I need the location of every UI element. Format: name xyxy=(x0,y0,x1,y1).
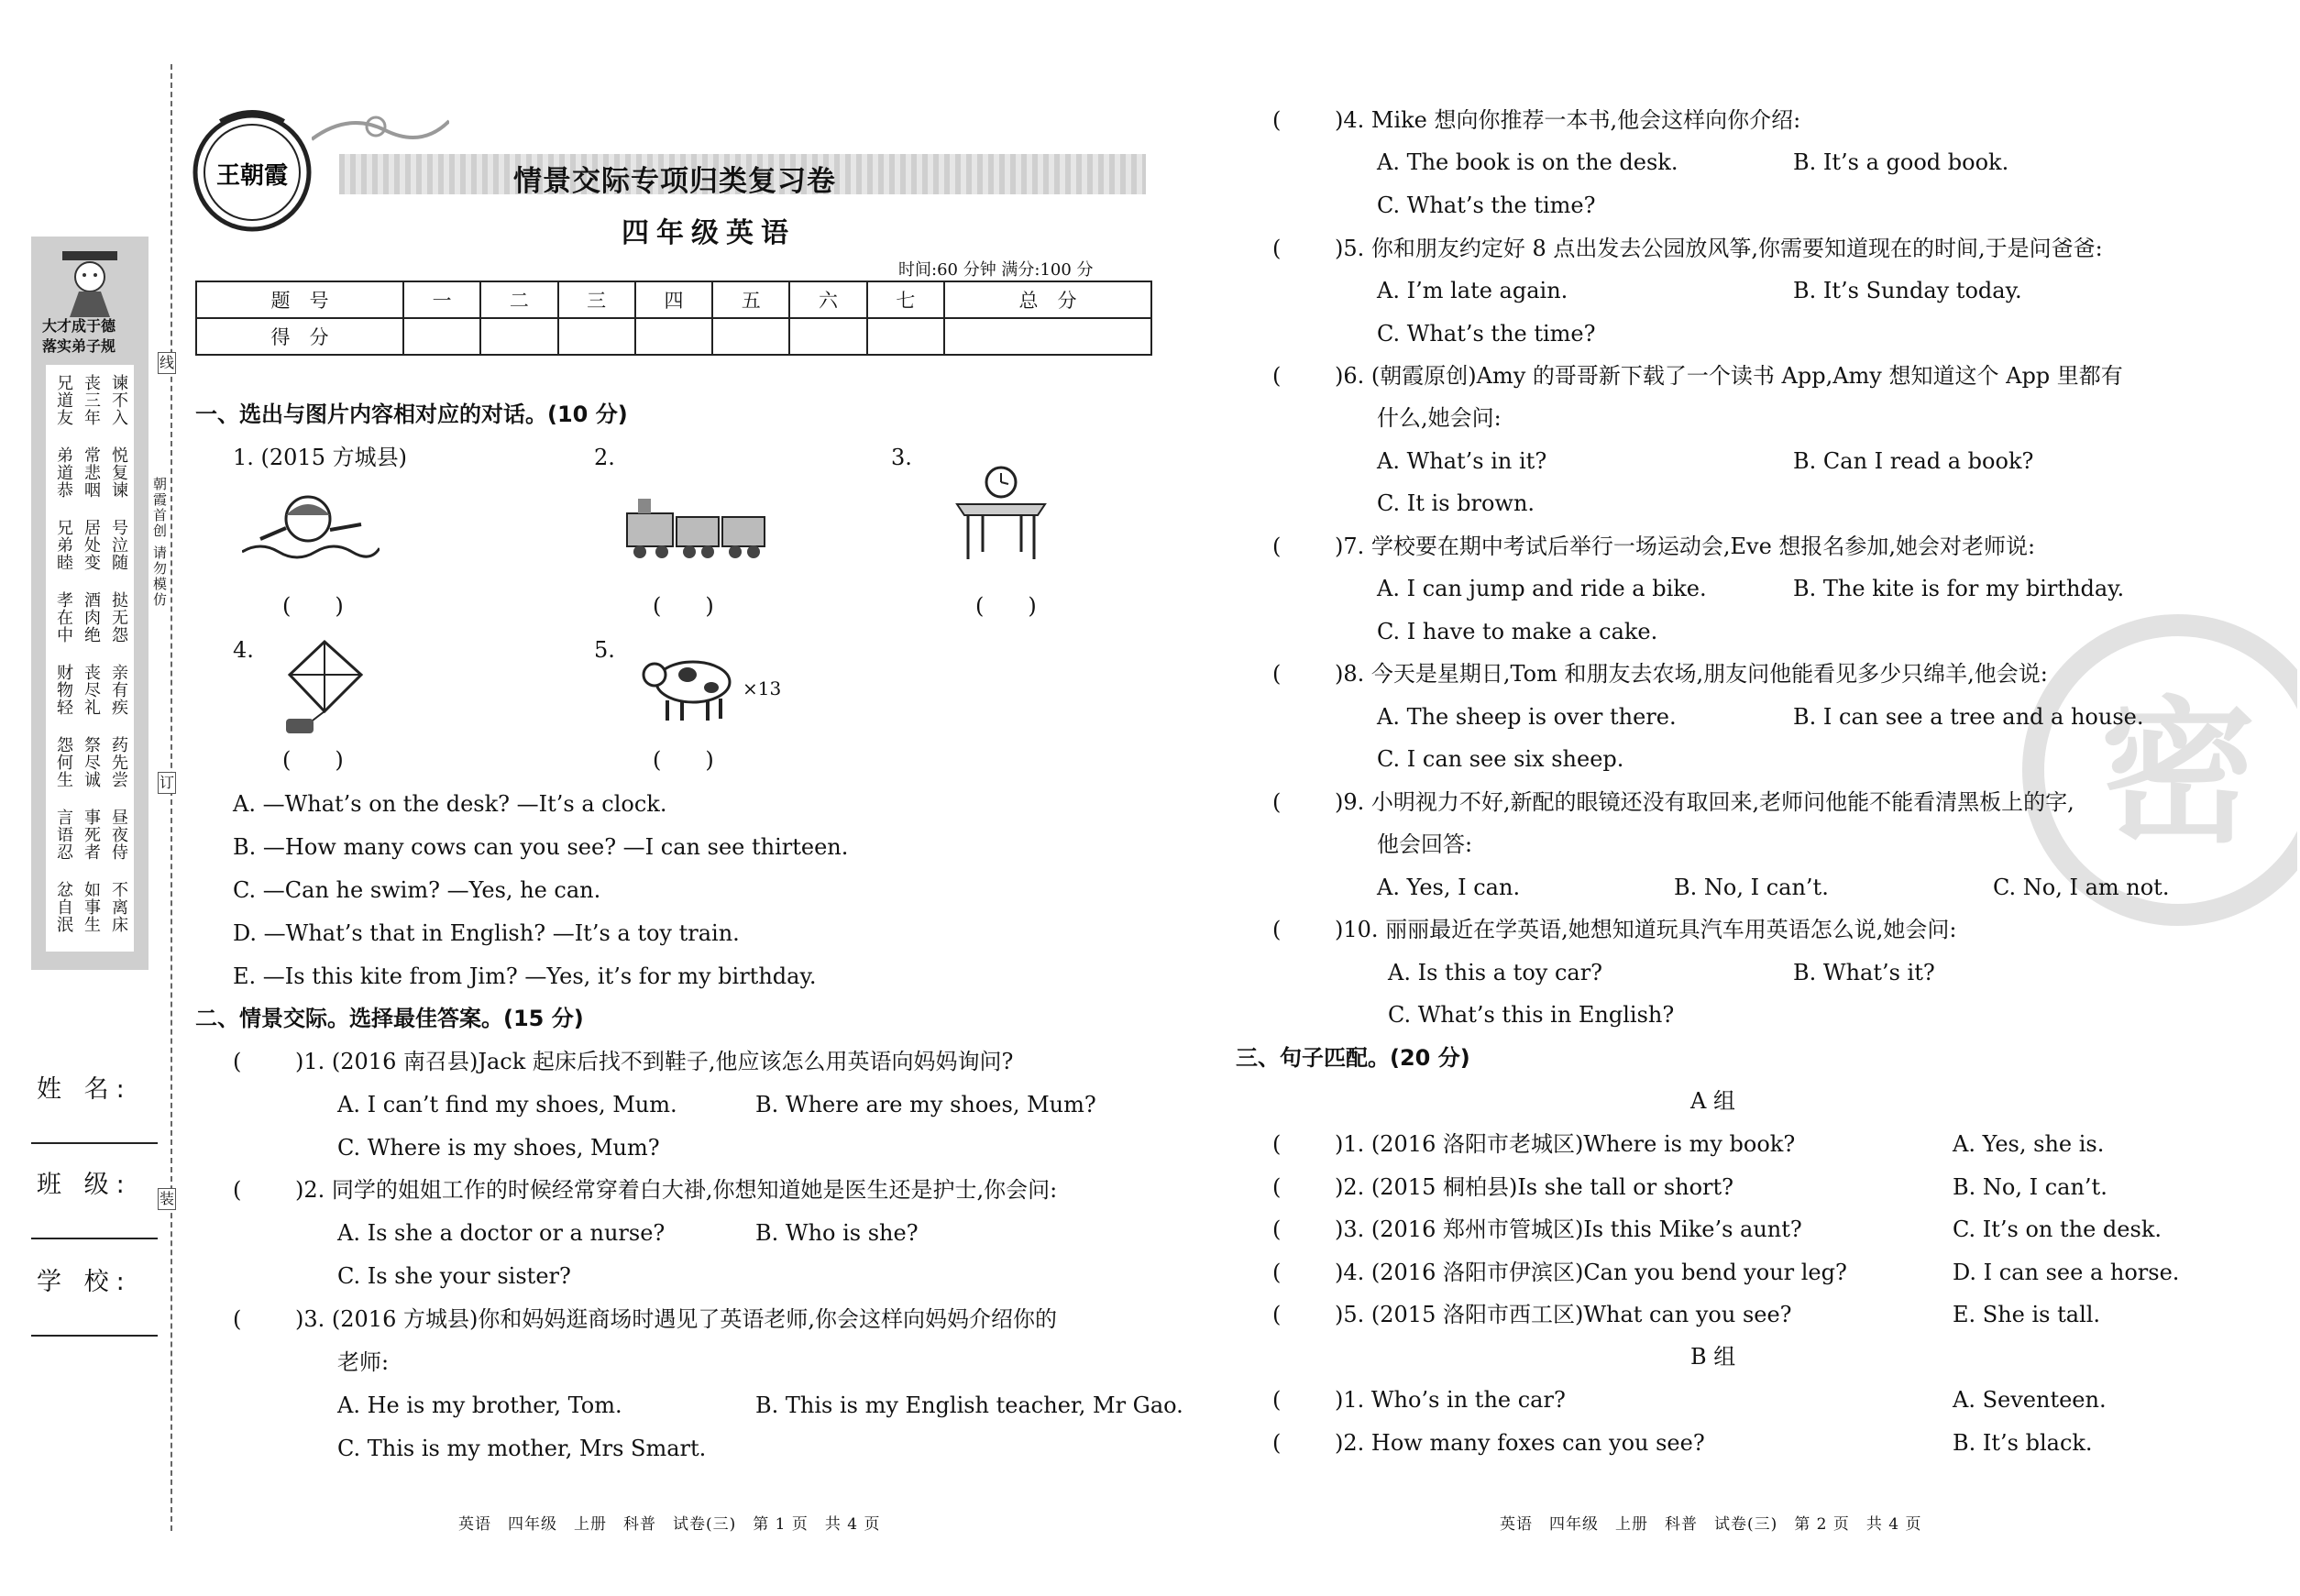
pic1-label: 1. (2015 方城县) xyxy=(233,445,407,470)
pic2-label: 2. xyxy=(594,445,615,470)
swimmer-picture xyxy=(242,488,380,570)
q2-option-b: B. Who is she? xyxy=(755,1220,919,1246)
q9-option-a: A. Yes, I can. xyxy=(1377,875,1521,900)
q3-stem: )3. (2016 方城县)你和妈妈逛商场时遇见了英语老师,你会这样向妈妈介绍你的 xyxy=(295,1306,1057,1332)
q7-stem: )7. 学校要在期中考试后举行一场运动会,Eve 想报名参加,她会对老师说: xyxy=(1335,534,2036,559)
wangzhaoxia-logo xyxy=(183,99,321,237)
score-header-row xyxy=(196,281,1151,318)
kite-picture xyxy=(273,638,374,739)
poem-column: 如事生 xyxy=(82,881,101,933)
q1-option-a: A. I can’t find my shoes, Mum. xyxy=(337,1092,677,1117)
q10-option-a: A. Is this a toy car? xyxy=(1388,960,1603,985)
dialogue-option: C. —Can he swim? —Yes, he can. xyxy=(233,877,601,903)
match-answer: A. Yes, she is. xyxy=(1953,1131,2105,1157)
poem-column: 财物轻 xyxy=(54,664,73,716)
dialogue-option: D. —What’s that in English? —It’s a toy train. xyxy=(233,920,740,946)
q2-option-a: A. Is she a doctor or a nurse? xyxy=(337,1220,666,1246)
time-info: 时间:60 分钟 满分:100 分 xyxy=(898,260,1094,280)
poem-group xyxy=(53,809,128,861)
q10-stem: )10. 丽丽最近在学英语,她想知道玩具汽车用英语怎么说,她会问: xyxy=(1335,917,1957,942)
poem-group xyxy=(53,881,128,933)
footer-right: 英语 四年级 上册 科普 试卷(三) 第 2 页 共 4 页 xyxy=(1500,1515,1922,1534)
score-header-cell: 六 xyxy=(789,281,866,318)
subject-title: 四年级英语 xyxy=(622,217,796,249)
score-header-cell: 三 xyxy=(558,281,635,318)
answer-paren[interactable]: ( xyxy=(1272,1302,1326,1327)
poem-column: 事死者 xyxy=(82,809,101,861)
q5-option-a: A. I’m late again. xyxy=(1377,278,1568,303)
score-header-cell: 五 xyxy=(712,281,789,318)
poem-group xyxy=(53,664,128,716)
answer-paren[interactable]: ( xyxy=(1272,1216,1326,1242)
q7-option-a: A. I can jump and ride a bike. xyxy=(1377,576,1707,601)
q9-stem: )9. 小明视力不好,新配的眼镜还没有取回来,老师问他能不能看清黑板上的字, xyxy=(1335,789,2074,815)
answer-blank-5[interactable]: ( ) xyxy=(653,747,714,773)
q6-option-a: A. What’s in it? xyxy=(1377,448,1547,474)
match-question: )1. Who’s in the car? xyxy=(1335,1387,1566,1413)
score-header-cell: 一 xyxy=(403,281,480,318)
cow-count: ×13 xyxy=(743,677,782,699)
q10-option-b: B. What’s it? xyxy=(1793,960,1935,985)
poem-column: 言语忍 xyxy=(54,809,73,861)
answer-paren[interactable]: ( xyxy=(1272,363,1326,389)
class-label: 班 级: xyxy=(37,1171,132,1199)
part1-title: 一、选出与图片内容相对应的对话。(10 分) xyxy=(195,402,628,427)
poem-column: 祭尽诚 xyxy=(82,736,101,788)
answer-paren[interactable]: ( xyxy=(1272,1131,1326,1157)
poem-column: 丧尽礼 xyxy=(82,664,101,716)
q2-stem: )2. 同学的姐姐工作的时候经常穿着白大褂,你想知道她是医生还是护士,你会问: xyxy=(295,1177,1058,1203)
answer-blank-3[interactable]: ( ) xyxy=(975,593,1037,619)
q5-option-b: B. It’s Sunday today. xyxy=(1793,278,2022,303)
q8-stem: )8. 今天是星期日,Tom 和朋友去农场,朋友问他能看见多少只绵羊,他会说: xyxy=(1335,661,2048,687)
q3-option-b: B. This is my English teacher, Mr Gao. xyxy=(755,1392,1183,1418)
score-header-cell: 二 xyxy=(480,281,557,318)
q1-option-b: B. Where are my shoes, Mum? xyxy=(755,1092,1096,1117)
answer-paren[interactable]: ( xyxy=(1272,107,1326,133)
page-title: 情景交际专项归类复习卷 xyxy=(513,165,836,198)
binding-mark-2: 订 xyxy=(158,772,176,794)
pic4-label: 4. xyxy=(233,637,254,663)
name-label: 姓 名: xyxy=(37,1075,132,1104)
answer-paren[interactable]: ( xyxy=(1272,789,1326,815)
q5-option-c: C. What’s the time? xyxy=(1377,321,1596,347)
poem-group xyxy=(53,519,128,571)
poem-group xyxy=(53,446,128,499)
toy-train-picture xyxy=(620,491,776,565)
match-question: )5. (2015 洛阳市西工区)What can you see? xyxy=(1335,1302,1792,1327)
binding-line xyxy=(171,64,172,1531)
poem-column: 酒肉绝 xyxy=(82,591,101,644)
poem-group xyxy=(53,374,128,426)
pic5-label: 5. xyxy=(594,637,615,663)
poem-column: 药先尝 xyxy=(109,736,128,788)
score-header-cell: 七 xyxy=(867,281,944,318)
score-value-row xyxy=(196,318,1151,355)
answer-paren[interactable]: ( xyxy=(1272,1387,1326,1413)
answer-paren[interactable]: ( xyxy=(1272,1429,1326,1456)
match-answer: E. She is tall. xyxy=(1953,1302,2101,1327)
q10-option-c: C. What’s this in English? xyxy=(1388,1002,1675,1028)
match-question: )2. How many foxes can you see? xyxy=(1335,1429,1705,1456)
q5-stem: )5. 你和朋友约定好 8 点出发去公园放风筝,你需要知道现在的时间,于是问爸爸: xyxy=(1335,236,2103,261)
footer-left: 英语 四年级 上册 科普 试卷(三) 第 1 页 共 4 页 xyxy=(458,1515,881,1534)
answer-paren[interactable]: ( xyxy=(233,1049,286,1074)
q6-stem-cont: 什么,她会问: xyxy=(1377,405,1502,431)
q9-option-c: C. No, I am not. xyxy=(1993,875,2170,900)
match-answer: B. No, I can’t. xyxy=(1953,1173,2107,1200)
poem-column: 怨何生 xyxy=(54,736,73,788)
answer-paren[interactable]: ( xyxy=(1272,236,1326,261)
q8-option-c: C. I can see six sheep. xyxy=(1377,746,1624,772)
q2-option-c: C. Is she your sister? xyxy=(337,1263,571,1289)
poem-group xyxy=(53,736,128,788)
poem-column: 忿自泯 xyxy=(54,881,73,933)
q4-option-c: C. What’s the time? xyxy=(1377,193,1596,218)
poem-column: 亲有疾 xyxy=(109,664,128,716)
match-answer: D. I can see a horse. xyxy=(1953,1259,2180,1285)
binding-mark-3: 装 xyxy=(158,1188,176,1210)
q4-stem: )4. Mike 想向你推荐一本书,他会这样向你介绍: xyxy=(1335,107,1801,133)
clock-on-desk-picture xyxy=(950,464,1051,565)
score-label: 得 分 xyxy=(196,318,403,355)
score-header-cell: 题 号 xyxy=(196,281,403,318)
q4-option-a: A. The book is on the desk. xyxy=(1377,149,1678,175)
class-field[interactable] xyxy=(31,1238,158,1239)
score-table xyxy=(195,281,1152,356)
answer-paren[interactable]: ( xyxy=(1272,1173,1326,1200)
dialogue-option: A. —What’s on the desk? —It’s a clock. xyxy=(233,791,667,817)
q6-option-c: C. It is brown. xyxy=(1377,490,1535,516)
match-answer: A. Seventeen. xyxy=(1953,1387,2107,1413)
match-answer: C. It’s on the desk. xyxy=(1953,1216,2162,1242)
q1-option-c: C. Where is my shoes, Mum? xyxy=(337,1135,660,1161)
match-question: )4. (2016 洛阳市伊滨区)Can you bend your leg? xyxy=(1335,1259,1847,1285)
pic3-label: 3. xyxy=(891,445,912,470)
answer-paren[interactable]: ( xyxy=(1272,534,1326,559)
part2-title: 二、情景交际。选择最佳答案。(15 分) xyxy=(195,1006,584,1031)
school-label: 学 校: xyxy=(37,1268,132,1296)
match-question: )2. (2015 桐柏县)Is she tall or short? xyxy=(1335,1173,1734,1200)
poem-column: 悦复谏 xyxy=(109,446,128,499)
q7-option-b: B. The kite is for my birthday. xyxy=(1793,576,2125,601)
answer-paren[interactable]: ( xyxy=(1272,1259,1326,1285)
ribbon-decoration xyxy=(312,103,449,158)
q9-option-b: B. No, I can’t. xyxy=(1674,875,1829,900)
copyright-note: 朝霞首创 请勿模仿 xyxy=(151,477,168,608)
dialogue-option: E. —Is this kite from Jim? —Yes, it’s for my birthday. xyxy=(233,963,817,989)
poem-column: 兄道友 xyxy=(54,374,73,426)
poem-column: 不离床 xyxy=(109,881,128,933)
match-question: )1. (2016 洛阳市老城区)Where is my book? xyxy=(1335,1131,1796,1157)
name-field[interactable] xyxy=(31,1142,158,1144)
score-header-cell: 四 xyxy=(635,281,712,318)
binding-mark-1: 线 xyxy=(158,352,176,374)
q3-stem-cont: 老师: xyxy=(337,1349,390,1375)
answer-blank-2[interactable]: ( ) xyxy=(653,593,714,619)
q8-option-b: B. I can see a tree and a house. xyxy=(1793,704,2144,730)
watermark-char: 密 xyxy=(2099,683,2257,864)
poem-column: 兄弟睦 xyxy=(54,519,73,571)
logo-text: 王朝霞 xyxy=(215,162,289,190)
q1-stem: )1. (2016 南召县)Jack 起床后找不到鞋子,他应该怎么用英语向妈妈询问? xyxy=(295,1049,1014,1074)
poem-group xyxy=(53,591,128,644)
answer-paren[interactable]: ( xyxy=(1272,917,1326,942)
answer-paren[interactable]: ( xyxy=(233,1306,286,1332)
poem-column: 孝在中 xyxy=(54,591,73,644)
answer-blank-1[interactable]: ( ) xyxy=(282,593,344,619)
q8-option-a: A. The sheep is over there. xyxy=(1377,704,1677,730)
poem-column: 昼夜侍 xyxy=(109,809,128,861)
q4-option-b: B. It’s a good book. xyxy=(1793,149,2009,175)
poem-column: 谏不入 xyxy=(109,374,128,426)
dialogue-option: B. —How many cows can you see? —I can see thirteen. xyxy=(233,834,849,860)
poem-column: 号泣随 xyxy=(109,519,128,571)
motto-line-1: 大才成于德 xyxy=(42,317,116,335)
q7-option-c: C. I have to make a cake. xyxy=(1377,619,1658,644)
q6-stem: )6. (朝霞原创)Amy 的哥哥新下载了一个读书 App,Amy 想知道这个 App 里都有 xyxy=(1335,363,2123,389)
q9-stem-cont: 他会回答: xyxy=(1377,831,1473,857)
match-question: )3. (2016 郑州市管城区)Is this Mike’s aunt? xyxy=(1335,1216,1802,1242)
q3-option-c: C. This is my mother, Mrs Smart. xyxy=(337,1436,707,1461)
motto-line-2: 落实弟子规 xyxy=(42,337,116,355)
cow-picture xyxy=(638,647,739,726)
scholar-figure-icon xyxy=(51,246,128,319)
poem-column: 挞无怨 xyxy=(109,591,128,644)
match-answer: B. It’s black. xyxy=(1953,1429,2093,1456)
score-header-cell: 总 分 xyxy=(944,281,1151,318)
poem-column: 居处变 xyxy=(82,519,101,571)
answer-blank-4[interactable]: ( ) xyxy=(282,747,344,773)
poem-column: 常悲咽 xyxy=(82,446,101,499)
poem-column: 丧三年 xyxy=(82,374,101,426)
group-b-heading: B 组 xyxy=(1690,1344,1736,1370)
group-a-heading: A 组 xyxy=(1690,1088,1735,1114)
answer-paren[interactable]: ( xyxy=(1272,661,1326,687)
answer-paren[interactable]: ( xyxy=(233,1177,286,1203)
school-field[interactable] xyxy=(31,1335,158,1337)
q3-option-a: A. He is my brother, Tom. xyxy=(337,1392,622,1418)
q6-option-b: B. Can I read a book? xyxy=(1793,448,2034,474)
part3-title: 三、句子匹配。(20 分) xyxy=(1236,1045,1470,1071)
poem-column: 弟道恭 xyxy=(54,446,73,499)
